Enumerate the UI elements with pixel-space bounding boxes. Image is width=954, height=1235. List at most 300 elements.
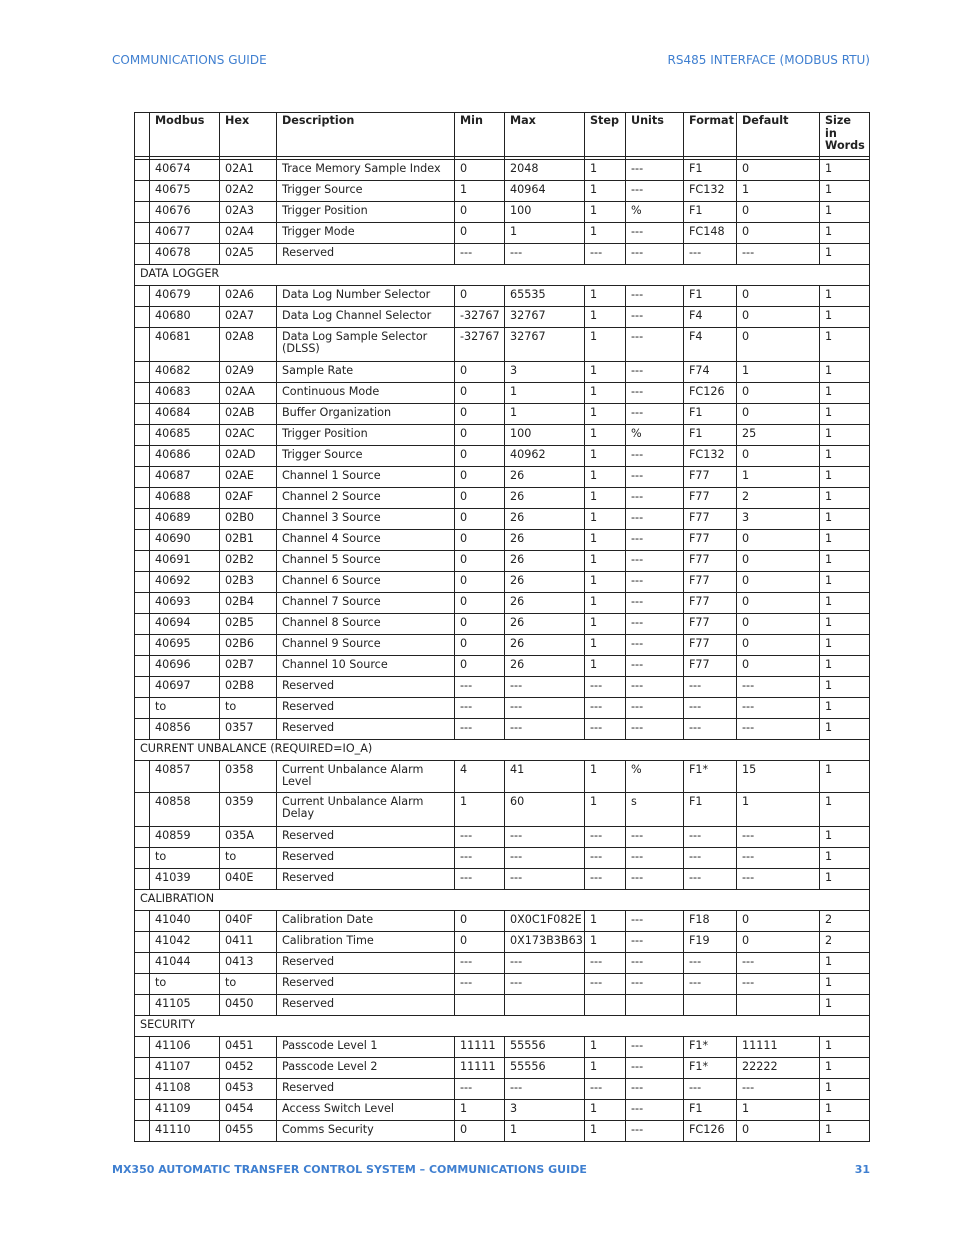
cell-hex: 035A: [220, 826, 277, 847]
cell-format: F1: [684, 792, 737, 826]
cell-format: F77: [684, 466, 737, 487]
cell-modbus: 40676: [150, 201, 220, 222]
table-row: [135, 760, 870, 792]
cell-default: 1: [737, 361, 820, 382]
cell-size: 1: [820, 508, 870, 529]
cell-step: ---: [585, 697, 626, 718]
cell-description: Reserved: [277, 243, 455, 264]
table-row: [135, 1036, 870, 1057]
cell-min: 0: [455, 613, 505, 634]
cell-size: 1: [820, 697, 870, 718]
cell-modbus: 40689: [150, 508, 220, 529]
cell-description: Continuous Mode: [277, 382, 455, 403]
cell-description: Channel 1 Source: [277, 466, 455, 487]
cell-units: ---: [626, 487, 684, 508]
table-row: [135, 529, 870, 550]
column-header-max: Max: [505, 113, 585, 157]
cell-format: F1*: [684, 1057, 737, 1078]
cell-units: ---: [626, 655, 684, 676]
cell-default: 0: [737, 201, 820, 222]
cell-min: 0: [455, 466, 505, 487]
cell-modbus: 40678: [150, 243, 220, 264]
cell-max: 1: [505, 382, 585, 403]
cell-min: 4: [455, 760, 505, 792]
cell-step: 1: [585, 285, 626, 306]
cell-min: 0: [455, 910, 505, 931]
running-header-left: COMMUNICATIONS GUIDE: [112, 53, 267, 67]
cell-description: Reserved: [277, 1078, 455, 1099]
cell-size: 1: [820, 306, 870, 327]
cell-default: 0: [737, 571, 820, 592]
cell-format: FC148: [684, 222, 737, 243]
cell-step: 1: [585, 403, 626, 424]
table-row: [135, 697, 870, 718]
cell-max: 32767: [505, 306, 585, 327]
cell-units: ---: [626, 508, 684, 529]
cell-default: 0: [737, 634, 820, 655]
cell-description: Passcode Level 2: [277, 1057, 455, 1078]
cell-step: 1: [585, 910, 626, 931]
cell-min: 0: [455, 550, 505, 571]
section-header-row: [135, 1015, 870, 1036]
row-spacer-cell: [135, 826, 150, 847]
table-row: [135, 159, 870, 180]
cell-modbus: 40677: [150, 222, 220, 243]
cell-modbus: 40687: [150, 466, 220, 487]
cell-units: ---: [626, 826, 684, 847]
cell-modbus: 40691: [150, 550, 220, 571]
cell-format: F1*: [684, 1036, 737, 1057]
table-row: [135, 1057, 870, 1078]
cell-min: 0: [455, 592, 505, 613]
cell-modbus: 40858: [150, 792, 220, 826]
cell-min: 0: [455, 529, 505, 550]
table-row: [135, 973, 870, 994]
running-footer-title: MX350 AUTOMATIC TRANSFER CONTROL SYSTEM – COMMUNICATIONS GUIDE: [112, 1163, 587, 1176]
table-row: [135, 931, 870, 952]
cell-step: 1: [585, 508, 626, 529]
cell-size: 1: [820, 529, 870, 550]
cell-modbus: 40674: [150, 159, 220, 180]
cell-max: ---: [505, 826, 585, 847]
cell-description: Current Unbalance Alarm Level: [277, 760, 455, 792]
cell-units: ---: [626, 1120, 684, 1141]
cell-modbus: 40686: [150, 445, 220, 466]
cell-hex: 02B6: [220, 634, 277, 655]
cell-units: ---: [626, 550, 684, 571]
section-label: SECURITY: [135, 1015, 870, 1036]
table-row: [135, 222, 870, 243]
section-header-row: [135, 889, 870, 910]
cell-format: F77: [684, 487, 737, 508]
row-spacer-cell: [135, 847, 150, 868]
cell-step: 1: [585, 550, 626, 571]
cell-default: ---: [737, 1078, 820, 1099]
cell-units: ---: [626, 571, 684, 592]
cell-units: ---: [626, 910, 684, 931]
cell-default: 1: [737, 792, 820, 826]
cell-step: 1: [585, 382, 626, 403]
cell-hex: 02B0: [220, 508, 277, 529]
row-spacer-cell: [135, 571, 150, 592]
cell-size: 1: [820, 180, 870, 201]
cell-step: 1: [585, 760, 626, 792]
cell-description: Sample Rate: [277, 361, 455, 382]
cell-max: ---: [505, 676, 585, 697]
table-row: [135, 655, 870, 676]
cell-min: 1: [455, 180, 505, 201]
cell-units: ---: [626, 1057, 684, 1078]
cell-format: F1: [684, 1099, 737, 1120]
cell-size: 1: [820, 952, 870, 973]
cell-default: ---: [737, 243, 820, 264]
cell-format: F1*: [684, 760, 737, 792]
cell-min: 0: [455, 445, 505, 466]
cell-default: 0: [737, 222, 820, 243]
table-row: [135, 243, 870, 264]
column-header-min: Min: [455, 113, 505, 157]
header-spacer-cell: [135, 113, 150, 157]
table-row: [135, 201, 870, 222]
cell-modbus: 40684: [150, 403, 220, 424]
cell-size: 1: [820, 613, 870, 634]
row-spacer-cell: [135, 243, 150, 264]
cell-format: ---: [684, 718, 737, 739]
cell-default: 0: [737, 445, 820, 466]
cell-description: Trigger Position: [277, 201, 455, 222]
table-row: [135, 508, 870, 529]
cell-max: 26: [505, 655, 585, 676]
cell-units: ---: [626, 697, 684, 718]
cell-max: 55556: [505, 1057, 585, 1078]
table-row: [135, 180, 870, 201]
table-row: [135, 445, 870, 466]
row-spacer-cell: [135, 655, 150, 676]
cell-hex: 0451: [220, 1036, 277, 1057]
row-spacer-cell: [135, 1057, 150, 1078]
cell-default: ---: [737, 952, 820, 973]
row-spacer-cell: [135, 952, 150, 973]
cell-size: 1: [820, 973, 870, 994]
cell-max: ---: [505, 718, 585, 739]
cell-units: ---: [626, 847, 684, 868]
cell-default: 0: [737, 382, 820, 403]
table-row: [135, 994, 870, 1015]
cell-step: 1: [585, 424, 626, 445]
cell-min: 0: [455, 931, 505, 952]
cell-format: F1: [684, 285, 737, 306]
cell-description: Calibration Date: [277, 910, 455, 931]
cell-min: [455, 994, 505, 1015]
cell-hex: 02A6: [220, 285, 277, 306]
cell-max: ---: [505, 973, 585, 994]
cell-default: 25: [737, 424, 820, 445]
row-spacer-cell: [135, 1036, 150, 1057]
cell-units: [626, 994, 684, 1015]
cell-modbus: 40694: [150, 613, 220, 634]
cell-units: ---: [626, 403, 684, 424]
cell-format: ---: [684, 973, 737, 994]
cell-size: 1: [820, 445, 870, 466]
row-spacer-cell: [135, 487, 150, 508]
cell-hex: 02A7: [220, 306, 277, 327]
table-row: [135, 676, 870, 697]
row-spacer-cell: [135, 201, 150, 222]
cell-description: Reserved: [277, 697, 455, 718]
modbus-register-table: [134, 112, 870, 1142]
cell-max: ---: [505, 697, 585, 718]
cell-min: ---: [455, 973, 505, 994]
cell-step: 1: [585, 931, 626, 952]
cell-modbus: 40682: [150, 361, 220, 382]
cell-hex: 0358: [220, 760, 277, 792]
cell-modbus: 41107: [150, 1057, 220, 1078]
cell-size: 1: [820, 487, 870, 508]
cell-modbus: 40680: [150, 306, 220, 327]
cell-hex: 02B7: [220, 655, 277, 676]
cell-default: 22222: [737, 1057, 820, 1078]
cell-modbus: to: [150, 697, 220, 718]
cell-description: Reserved: [277, 868, 455, 889]
cell-step: 1: [585, 529, 626, 550]
cell-format: ---: [684, 952, 737, 973]
cell-default: ---: [737, 718, 820, 739]
cell-units: ---: [626, 529, 684, 550]
cell-step: 1: [585, 1120, 626, 1141]
cell-format: FC126: [684, 1120, 737, 1141]
cell-format: F77: [684, 634, 737, 655]
cell-min: 0: [455, 1120, 505, 1141]
cell-format: ---: [684, 826, 737, 847]
row-spacer-cell: [135, 222, 150, 243]
cell-min: -32767: [455, 327, 505, 361]
cell-description: Current Unbalance Alarm Delay: [277, 792, 455, 826]
cell-step: [585, 994, 626, 1015]
column-header-units: Units: [626, 113, 684, 157]
cell-hex: 02AE: [220, 466, 277, 487]
column-header-hex: Hex: [220, 113, 277, 157]
cell-max: 55556: [505, 1036, 585, 1057]
cell-max: 2048: [505, 159, 585, 180]
row-spacer-cell: [135, 382, 150, 403]
table-row: [135, 847, 870, 868]
cell-description: Channel 3 Source: [277, 508, 455, 529]
cell-units: ---: [626, 1078, 684, 1099]
cell-format: F74: [684, 361, 737, 382]
cell-description: Buffer Organization: [277, 403, 455, 424]
cell-units: ---: [626, 285, 684, 306]
cell-format: F1: [684, 201, 737, 222]
cell-max: [505, 994, 585, 1015]
cell-description: Channel 2 Source: [277, 487, 455, 508]
cell-step: 1: [585, 792, 626, 826]
table-row: [135, 550, 870, 571]
cell-modbus: 40679: [150, 285, 220, 306]
cell-modbus: 40692: [150, 571, 220, 592]
row-spacer-cell: [135, 285, 150, 306]
cell-description: Channel 10 Source: [277, 655, 455, 676]
cell-hex: 02A2: [220, 180, 277, 201]
cell-hex: 0411: [220, 931, 277, 952]
cell-max: ---: [505, 1078, 585, 1099]
row-spacer-cell: [135, 159, 150, 180]
cell-default: 0: [737, 159, 820, 180]
section-label: CURRENT UNBALANCE (REQUIRED=IO_A): [135, 739, 870, 760]
cell-default: 0: [737, 403, 820, 424]
cell-description: Access Switch Level: [277, 1099, 455, 1120]
cell-description: Channel 6 Source: [277, 571, 455, 592]
cell-format: ---: [684, 847, 737, 868]
column-header-step: Step: [585, 113, 626, 157]
cell-description: Channel 4 Source: [277, 529, 455, 550]
cell-size: 1: [820, 634, 870, 655]
cell-size: 1: [820, 361, 870, 382]
cell-modbus: 41039: [150, 868, 220, 889]
cell-description: Passcode Level 1: [277, 1036, 455, 1057]
running-header-right: RS485 INTERFACE (MODBUS RTU): [667, 53, 870, 67]
cell-modbus: 41110: [150, 1120, 220, 1141]
cell-default: ---: [737, 847, 820, 868]
table-row: [135, 403, 870, 424]
cell-modbus: 40675: [150, 180, 220, 201]
table-row: [135, 826, 870, 847]
cell-size: 1: [820, 1120, 870, 1141]
table-row: [135, 868, 870, 889]
cell-hex: 02B1: [220, 529, 277, 550]
table-row: [135, 466, 870, 487]
cell-step: 1: [585, 361, 626, 382]
cell-modbus: 40693: [150, 592, 220, 613]
table-row: [135, 613, 870, 634]
cell-size: 1: [820, 826, 870, 847]
cell-format: FC132: [684, 445, 737, 466]
cell-min: 0: [455, 571, 505, 592]
cell-hex: 0455: [220, 1120, 277, 1141]
cell-min: 0: [455, 508, 505, 529]
row-spacer-cell: [135, 550, 150, 571]
cell-units: ---: [626, 466, 684, 487]
cell-default: 0: [737, 285, 820, 306]
cell-format: ---: [684, 697, 737, 718]
section-label: DATA LOGGER: [135, 264, 870, 285]
cell-default: 15: [737, 760, 820, 792]
cell-step: ---: [585, 952, 626, 973]
cell-hex: 02B3: [220, 571, 277, 592]
cell-max: 26: [505, 508, 585, 529]
cell-max: 26: [505, 592, 585, 613]
cell-format: F18: [684, 910, 737, 931]
cell-format: F77: [684, 592, 737, 613]
cell-max: 26: [505, 487, 585, 508]
cell-step: ---: [585, 243, 626, 264]
cell-size: 1: [820, 285, 870, 306]
cell-max: 26: [505, 634, 585, 655]
row-spacer-cell: [135, 466, 150, 487]
row-spacer-cell: [135, 180, 150, 201]
cell-min: 0: [455, 655, 505, 676]
cell-step: ---: [585, 1078, 626, 1099]
cell-description: Trace Memory Sample Index: [277, 159, 455, 180]
cell-min: 1: [455, 1099, 505, 1120]
cell-default: 11111: [737, 1036, 820, 1057]
cell-hex: 0454: [220, 1099, 277, 1120]
cell-size: 1: [820, 792, 870, 826]
cell-size: 1: [820, 571, 870, 592]
cell-units: ---: [626, 952, 684, 973]
cell-min: 11111: [455, 1036, 505, 1057]
cell-step: 1: [585, 327, 626, 361]
row-spacer-cell: [135, 718, 150, 739]
cell-description: Channel 8 Source: [277, 613, 455, 634]
row-spacer-cell: [135, 792, 150, 826]
cell-step: 1: [585, 487, 626, 508]
cell-format: [684, 994, 737, 1015]
cell-max: 1: [505, 1120, 585, 1141]
cell-size: 1: [820, 718, 870, 739]
cell-description: Channel 7 Source: [277, 592, 455, 613]
cell-modbus: 40859: [150, 826, 220, 847]
cell-min: 11111: [455, 1057, 505, 1078]
cell-step: 1: [585, 592, 626, 613]
cell-min: 0: [455, 424, 505, 445]
cell-default: 0: [737, 910, 820, 931]
cell-modbus: 40688: [150, 487, 220, 508]
cell-step: ---: [585, 676, 626, 697]
cell-units: ---: [626, 306, 684, 327]
cell-min: ---: [455, 718, 505, 739]
cell-units: ---: [626, 445, 684, 466]
cell-modbus: 41042: [150, 931, 220, 952]
cell-default: 1: [737, 1099, 820, 1120]
cell-min: 0: [455, 634, 505, 655]
cell-modbus: 40681: [150, 327, 220, 361]
cell-hex: 0453: [220, 1078, 277, 1099]
cell-step: 1: [585, 306, 626, 327]
cell-max: 40964: [505, 180, 585, 201]
cell-size: 1: [820, 222, 870, 243]
cell-default: 0: [737, 327, 820, 361]
row-spacer-cell: [135, 994, 150, 1015]
row-spacer-cell: [135, 760, 150, 792]
cell-default: 0: [737, 1120, 820, 1141]
cell-size: 2: [820, 910, 870, 931]
cell-hex: 02AC: [220, 424, 277, 445]
cell-default: 0: [737, 931, 820, 952]
cell-hex: 02B4: [220, 592, 277, 613]
cell-description: Data Log Channel Selector: [277, 306, 455, 327]
cell-hex: 040F: [220, 910, 277, 931]
table-row: [135, 382, 870, 403]
cell-step: 1: [585, 655, 626, 676]
cell-units: ---: [626, 676, 684, 697]
cell-format: ---: [684, 1078, 737, 1099]
row-spacer-cell: [135, 361, 150, 382]
cell-format: F4: [684, 306, 737, 327]
cell-units: %: [626, 760, 684, 792]
cell-format: F77: [684, 655, 737, 676]
row-spacer-cell: [135, 613, 150, 634]
page-number: 31: [854, 1163, 870, 1176]
table-row: [135, 952, 870, 973]
cell-default: 0: [737, 613, 820, 634]
row-spacer-cell: [135, 327, 150, 361]
cell-units: ---: [626, 243, 684, 264]
row-spacer-cell: [135, 868, 150, 889]
cell-hex: 02AB: [220, 403, 277, 424]
cell-units: %: [626, 201, 684, 222]
cell-size: 1: [820, 550, 870, 571]
cell-units: ---: [626, 180, 684, 201]
